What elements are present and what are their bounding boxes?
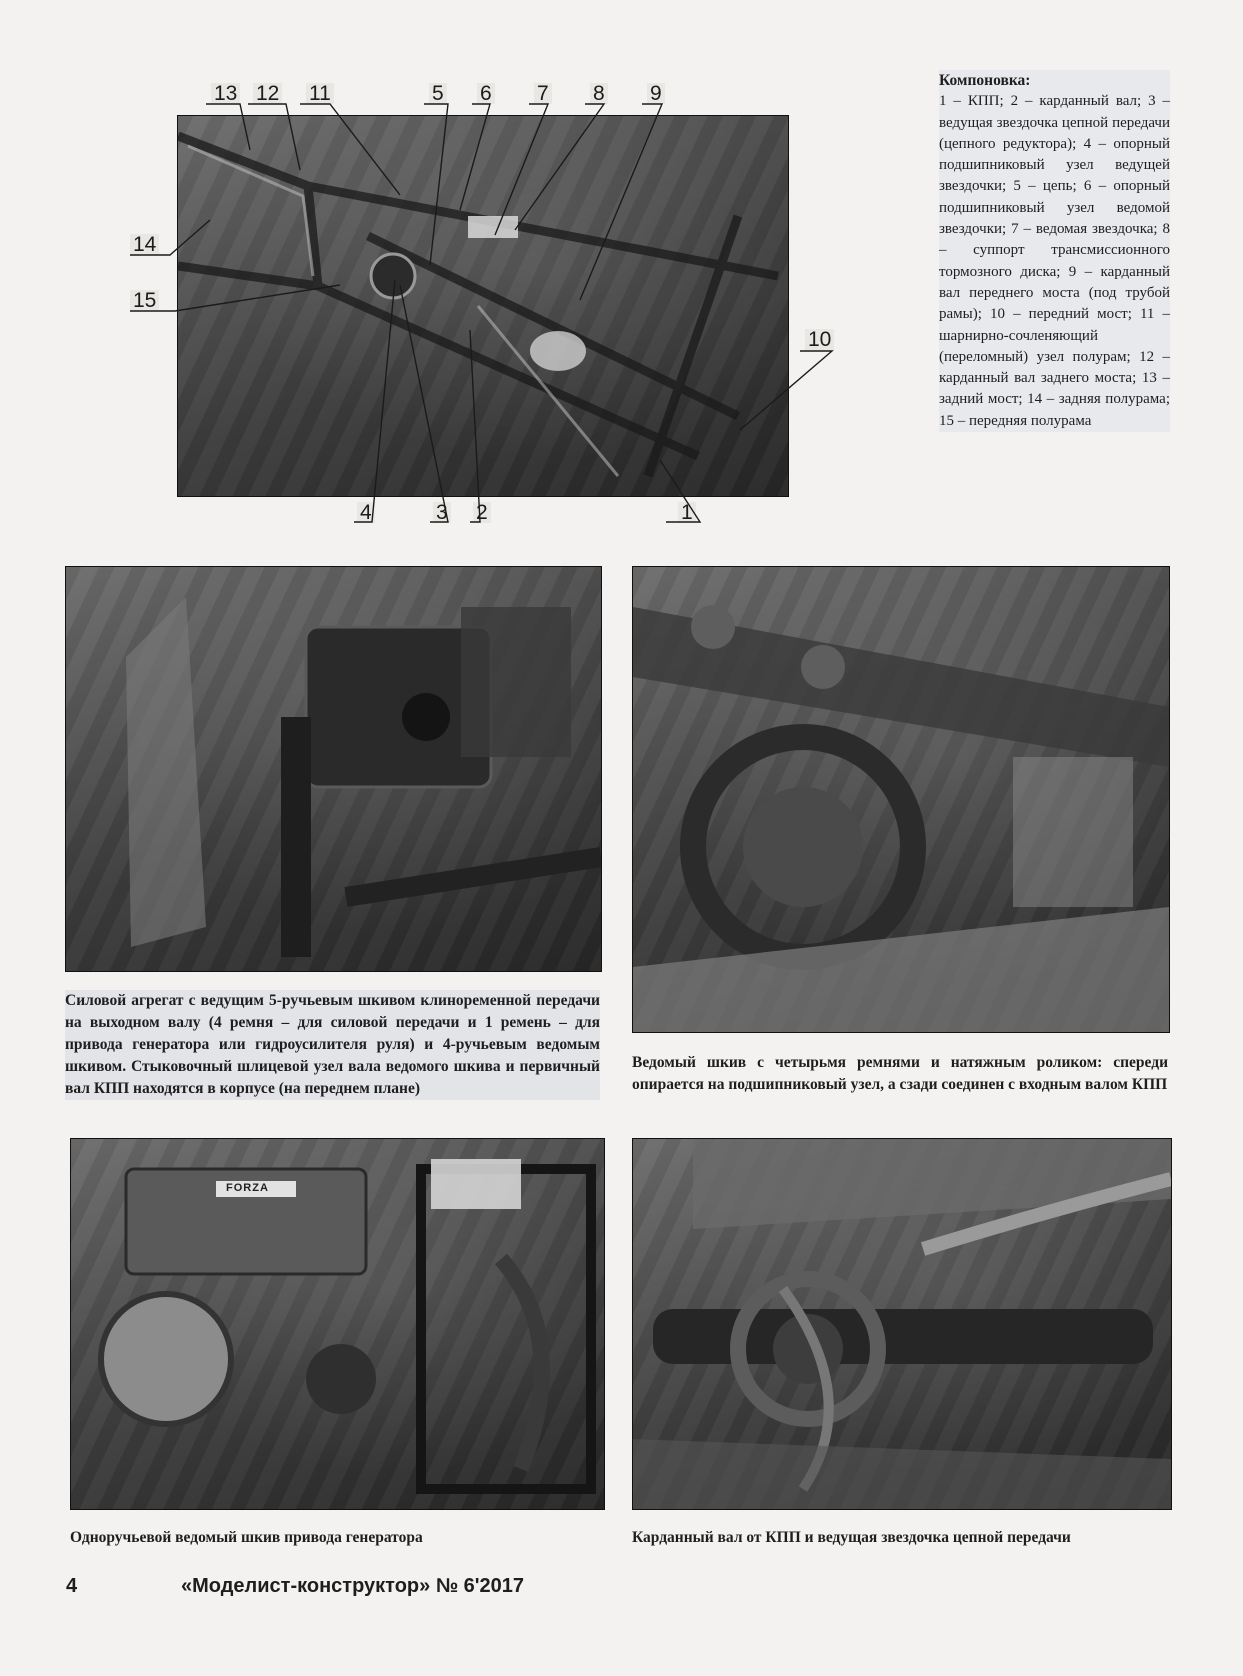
cardan-shaft-photo xyxy=(632,1138,1172,1510)
callout-6: 6 xyxy=(477,83,495,104)
callout-4: 4 xyxy=(357,502,375,523)
driven-pulley-photo xyxy=(632,566,1170,1033)
driven-pulley-caption: Ведомый шкив с четырьмя ремнями и натяжным роликом: спереди опирается на подшипниковый узел, а сзади соединен с входным валом КПП xyxy=(632,1054,1168,1093)
callout-7: 7 xyxy=(534,83,552,104)
callout-2: 2 xyxy=(473,502,491,523)
generator-pulley-photo xyxy=(70,1138,605,1510)
layout-legend-text: 1 – КПП; 2 – карданный вал; 3 – ведущая звездочка цепной передачи (цепного редуктора); 4 – опорный подшипниковый узел ведущей звездочки; 5 – цепь; 6 – опорный подшипниковый узел ведомой звездочки; 7 – ведомая звездочка; 8 – суппорт трансмиссионного тормозного диска; 9 – карданный вал переднего моста (под трубой рамы); 10 – передний мост; 11 – шарнирно-сочленяющий (переломный) узел полурам; 12 – карданный вал заднего моста; 13 – задний мост; 14 – задняя полурама; 15 – передняя полурама xyxy=(939,93,1170,429)
chassis-layout-photo xyxy=(177,115,789,497)
callout-5: 5 xyxy=(429,83,447,104)
power-unit-caption: Силовой агрегат с ведущим 5-ручьевым шкивом клиноременной передачи на выходном валу (4 ремня – для силовой передачи и 1 ремень – для привода генератора или гидроусилителя руля) и 4-ручьевым ведомым шкивом. Стыковочный шлицевой узел вала ведомого шкива и первичный вал КПП находятся в корпусе (на переднем плане) xyxy=(65,990,600,1100)
magazine-footer: «Моделист-конструктор» № 6'2017 xyxy=(181,1575,525,1597)
callout-1: 1 xyxy=(678,502,696,523)
callout-13: 13 xyxy=(211,83,240,104)
callout-15: 15 xyxy=(130,290,159,311)
callout-8: 8 xyxy=(590,83,608,104)
layout-legend xyxy=(939,70,1170,432)
layout-legend-title: Компоновка: xyxy=(939,72,1031,89)
page-number: 4 xyxy=(66,1575,78,1597)
callout-10: 10 xyxy=(805,329,834,350)
callout-11: 11 xyxy=(306,83,334,104)
callout-12: 12 xyxy=(253,83,282,104)
callout-9: 9 xyxy=(647,83,665,104)
cardan-shaft-caption: Карданный вал от КПП и ведущая звездочка цепной передачи xyxy=(632,1529,1071,1546)
power-unit-photo xyxy=(65,566,602,972)
callout-14: 14 xyxy=(130,234,159,255)
callout-3: 3 xyxy=(433,502,451,523)
generator-pulley-caption: Одноручьевой ведомый шкив привода генератора xyxy=(70,1529,423,1546)
engine-brand-label: FORZA xyxy=(226,1182,269,1194)
